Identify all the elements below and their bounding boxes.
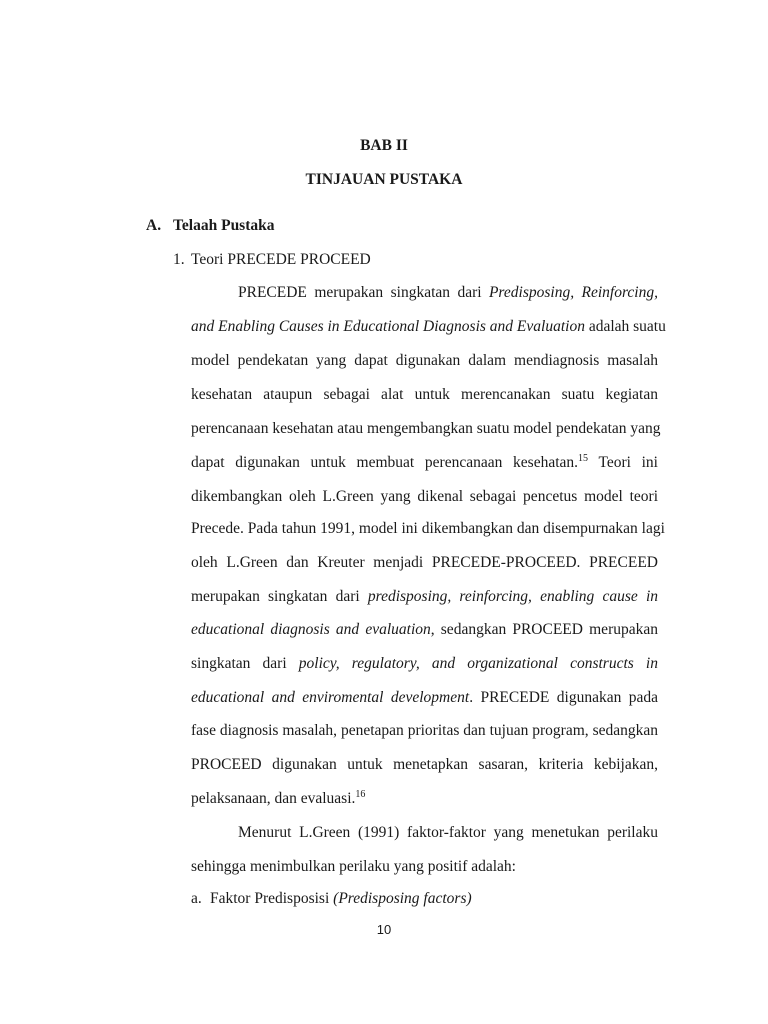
text-line: oleh L.Green dan Kreuter menjadi PRECEDE-PROCEED. PRECEED: [191, 554, 658, 571]
text-line: PRECEDE merupakan singkatan dari Predisposing, Reinforcing,: [238, 284, 658, 301]
section-heading: [146, 217, 275, 235]
text-line: dikembangkan oleh L.Green yang dikenal sebagai pencetus model teori: [191, 488, 658, 505]
section-title: Telaah Pustaka: [173, 217, 275, 234]
text-line: educational and enviromental development. PRECEDE digunakan pada: [191, 689, 658, 706]
text-line: perencanaan kesehatan atau mengembangkan suatu model pendekatan yang: [191, 420, 661, 437]
page-number: 10: [376, 922, 392, 937]
footnote-ref: 16: [355, 788, 366, 800]
text-line: model pendekatan yang dapat digunakan dalam mendiagnosis masalah: [191, 352, 658, 369]
text-line: singkatan dari policy, regulatory, and organizational constructs in: [191, 655, 658, 672]
text-line: merupakan singkatan dari predisposing, reinforcing, enabling cause in: [191, 588, 658, 605]
list-marker: a.: [191, 890, 202, 907]
text-line: dapat digunakan untuk membuat perencanaan kesehatan.$^{15}$ Teori ini: [191, 452, 658, 471]
chapter-title: TINJAUAN PUSTAKA: [305, 171, 463, 188]
text-line: kesehatan ataupun sebagai alat untuk merencanakan suatu kegiatan: [191, 386, 658, 403]
subsection-marker: 1.: [173, 251, 185, 268]
text-line: pelaksanaan, dan evaluasi.$^{16}$: [191, 788, 366, 807]
chapter-heading: BAB II: [360, 137, 408, 154]
list-item-text: Faktor Predisposisi: [210, 890, 334, 907]
subsection-heading: [173, 251, 371, 269]
list-item: [191, 890, 472, 908]
text-line: PROCEED digunakan untuk menetapkan sasaran, kriteria kebijakan,: [191, 756, 658, 773]
text-line: fase diagnosis masalah, penetapan prioritas dan tujuan program, sedangkan: [191, 722, 658, 739]
subsection-title: Teori PRECEDE PROCEED: [191, 251, 371, 268]
list-item-italic: (Predisposing factors): [333, 890, 472, 907]
section-marker: A.: [146, 217, 162, 234]
text-line: educational diagnosis and evaluation, sedangkan PROCEED merupakan: [191, 621, 658, 638]
text-line: sehingga menimbulkan perilaku yang positif adalah:: [191, 858, 516, 875]
footnote-ref: 15: [578, 452, 589, 464]
text-line: Precede. Pada tahun 1991, model ini dikembangkan dan disempurnakan lagi: [191, 520, 665, 537]
text-line: Menurut L.Green (1991) faktor-faktor yang menetukan perilaku: [238, 824, 658, 841]
text-line: and Enabling Causes in Educational Diagnosis and Evaluation adalah suatu: [191, 318, 666, 335]
